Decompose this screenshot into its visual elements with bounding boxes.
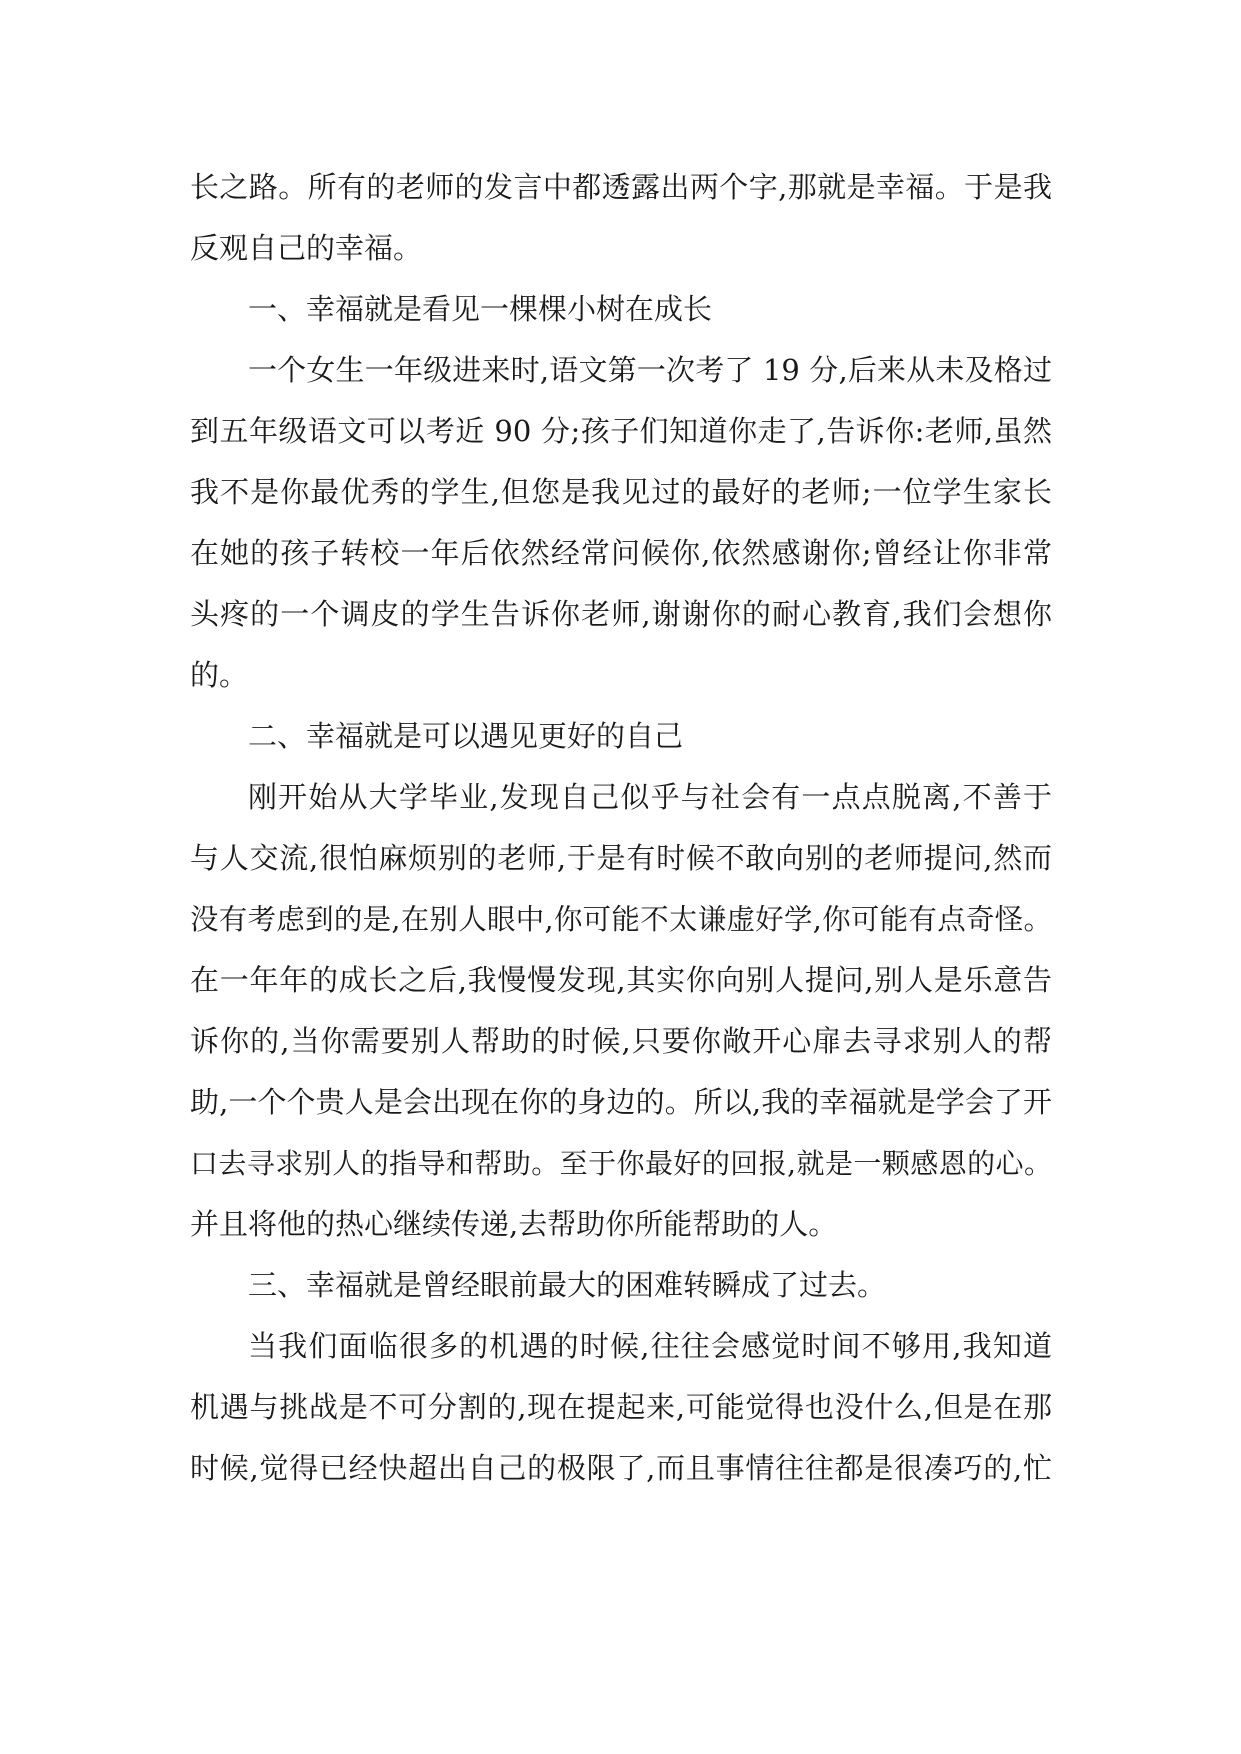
section-heading: 二、幸福就是可以遇见更好的自己 (248, 719, 684, 753)
text-line: 长之路。所有的老师的发言中都透露出两个字,那就是幸福。于是我 (190, 170, 1052, 204)
text-line: 到五年级语文可以考近 90 分;孩子们知道你走了,告诉你:老师,虽然 (190, 414, 1052, 448)
section-heading: 一、幸福就是看见一棵棵小树在成长 (248, 292, 713, 326)
text-line: 与人交流,很怕麻烦别的老师,于是有时候不敢向别的老师提问,然而 (190, 841, 1052, 875)
text-line: 时候,觉得已经快超出自己的极限了,而且事情往往都是很凑巧的,忙 (190, 1451, 1052, 1485)
text-line: 当我们面临很多的机遇的时候,往往会感觉时间不够用,我知道 (248, 1329, 1052, 1363)
text-line: 机遇与挑战是不可分割的,现在提起来,可能觉得也没什么,但是在那 (190, 1390, 1052, 1424)
text-line: 口去寻求别人的指导和帮助。至于你最好的回报,就是一颗感恩的心。 (190, 1147, 1052, 1180)
text-line: 的。 (190, 658, 249, 692)
section-heading: 三、幸福就是曾经眼前最大的困难转瞬成了过去。 (248, 1268, 887, 1302)
text-line: 助,一个个贵人是会出现在你的身边的。所以,我的幸福就是学会了开 (190, 1085, 1052, 1119)
text-line: 在她的孩子转校一年后依然经常问候你,依然感谢你;曾经让你非常 (190, 536, 1052, 570)
text-line: 反观自己的幸福。 (190, 231, 423, 265)
text-line: 头疼的一个调皮的学生告诉你老师,谢谢你的耐心教育,我们会想你 (190, 597, 1052, 631)
text-line: 在一年年的成长之后,我慢慢发现,其实你向别人提问,别人是乐意告 (190, 963, 1052, 997)
text-line: 诉你的,当你需要别人帮助的时候,只要你敞开心扉去寻求别人的帮 (190, 1024, 1052, 1058)
text-line: 一个女生一年级进来时,语文第一次考了 19 分,后来从未及格过 (248, 353, 1052, 387)
document-body (190, 157, 1052, 1499)
text-line: 我不是你最优秀的学生,但您是我见过的最好的老师;一位学生家长 (190, 475, 1052, 509)
text-line: 没有考虑到的是,在别人眼中,你可能不太谦虚好学,你可能有点奇怪。 (190, 903, 1052, 936)
text-line: 刚开始从大学毕业,发现自己似乎与社会有一点点脱离,不善于 (248, 780, 1052, 814)
text-line: 并且将他的热心继续传递,去帮助你所能帮助的人。 (190, 1207, 838, 1241)
